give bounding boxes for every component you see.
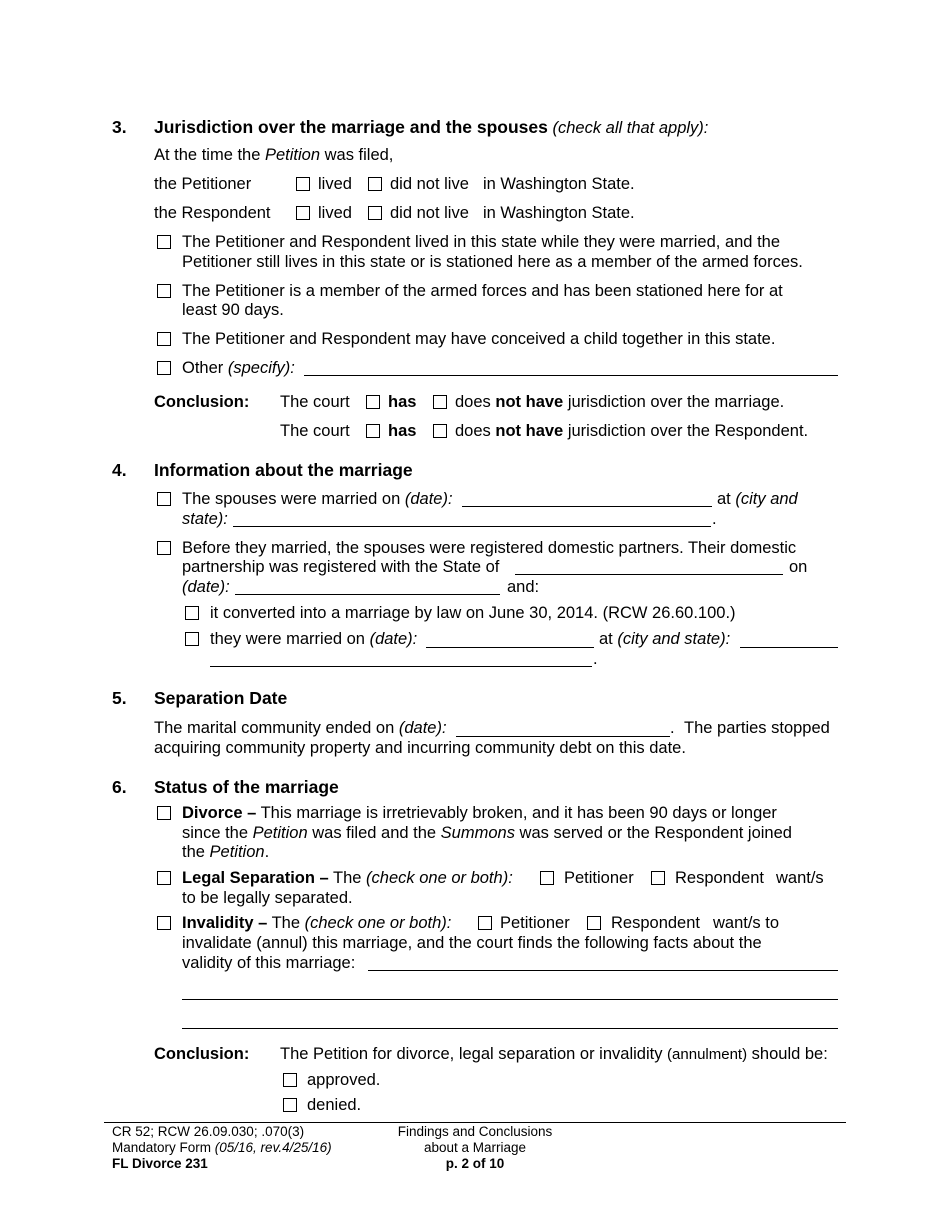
invalidity-line1: Invalidity – The (check one or both): [182, 914, 452, 932]
respondent-did-not-live-checkbox[interactable] [368, 206, 382, 220]
approved-label: approved. [307, 1071, 381, 1089]
registered-state-field[interactable] [515, 574, 783, 575]
other-checkbox[interactable] [157, 361, 171, 375]
section-3-heading [154, 117, 708, 138]
divorce-line3: the Petition. [182, 843, 270, 861]
legal-sep-respondent-checkbox[interactable] [651, 871, 665, 885]
not-have-marriage-label: does not have jurisdiction over the marriage. [455, 393, 785, 411]
armed-forces-line1: The Petitioner is a member of the armed forces and has been stationed here for at [182, 282, 783, 300]
petitioner-label: the Petitioner [154, 175, 252, 193]
court-label-2: The court [280, 422, 350, 440]
not-have-jurisdiction-respondent-checkbox[interactable] [433, 424, 447, 438]
legal-sep-respondent-label: Respondent [675, 869, 764, 887]
divorce-line2: since the Petition was filed and the Summons was served or the Respondent joined [182, 824, 792, 842]
and-label: and: [507, 578, 540, 596]
domestic-partners-checkbox[interactable] [157, 541, 171, 555]
marriage-date-field[interactable] [462, 506, 712, 507]
invalidity-facts-field-1[interactable] [368, 970, 838, 971]
on-label: on [789, 558, 808, 576]
they-married-place-field[interactable] [740, 647, 838, 648]
has-label-2: has [388, 422, 417, 440]
invalidity-respondent-label: Respondent [611, 914, 700, 932]
filed-intro: At the time the Petition was filed, [154, 146, 394, 164]
section-6-title: Status of the marriage [154, 777, 339, 797]
they-were-married-checkbox[interactable] [185, 632, 199, 646]
petitioner-in-wa: in Washington State. [483, 175, 635, 193]
section-3-title-note: (check all that apply): [552, 119, 709, 137]
registration-date-field[interactable] [235, 594, 500, 595]
separation-date-period: . [670, 719, 675, 737]
approved-checkbox[interactable] [283, 1073, 297, 1087]
petitioner-lived-checkbox[interactable] [296, 177, 310, 191]
marriage-place-label: at (city and [717, 490, 798, 508]
section-4-title: Information about the marriage [154, 460, 413, 480]
married-on-label: The spouses were married on (date): [182, 490, 453, 508]
divorce-line1: Divorce – This marriage is irretrievably broken, and it has been 90 days or longer [182, 804, 777, 822]
denied-checkbox[interactable] [283, 1098, 297, 1112]
marriage-place-period: . [712, 510, 717, 528]
invalidity-facts-field-2[interactable] [182, 999, 838, 1000]
separation-date-field[interactable] [456, 736, 670, 737]
converted-label: it converted into a marriage by law on June 30, 2014. (RCW 26.60.100.) [210, 604, 736, 622]
has-label-1: has [388, 393, 417, 411]
marriage-place-field[interactable] [233, 526, 711, 527]
community-property-label: acquiring community property and incurring community debt on this date. [154, 739, 686, 757]
denied-label: denied. [307, 1096, 362, 1114]
conceived-child-label: The Petitioner and Respondent may have conceived a child together in this state. [182, 330, 776, 348]
respondent-did-not-live-label: did not live [390, 204, 469, 222]
legal-sep-petitioner-checkbox[interactable] [540, 871, 554, 885]
footer-divider [104, 1122, 846, 1123]
other-specify-field[interactable] [304, 375, 838, 376]
section-6-conclusion-label: Conclusion: [154, 1045, 250, 1063]
parties-stopped-label: The parties stopped [684, 719, 830, 737]
other-label: Other (specify): [182, 359, 295, 377]
married-on-checkbox[interactable] [157, 492, 171, 506]
section-6-number: 6. [112, 777, 127, 797]
invalidity-checkbox[interactable] [157, 916, 171, 930]
lived-while-married-line1: The Petitioner and Respondent lived in this state while they were married, and the [182, 233, 781, 251]
invalidity-respondent-checkbox[interactable] [587, 916, 601, 930]
legal-sep-want-label: want/s [776, 869, 824, 887]
section-3-title: Jurisdiction over the marriage and the spouses [154, 117, 548, 137]
footer-doc-title-2: about a Marriage [423, 1140, 527, 1155]
divorce-checkbox[interactable] [157, 806, 171, 820]
invalidity-line3: validity of this marriage: [182, 954, 356, 972]
domestic-partners-line2: partnership was registered with the State of [182, 558, 500, 576]
separation-date-label: The marital community ended on (date): [154, 719, 447, 737]
they-married-date-field[interactable] [426, 647, 594, 648]
invalidity-petitioner-checkbox[interactable] [478, 916, 492, 930]
legal-separation-checkbox[interactable] [157, 871, 171, 885]
they-married-period: . [593, 650, 598, 668]
invalidity-facts-field-3[interactable] [182, 1028, 838, 1029]
legal-separation-line1: Legal Separation – The (check one or both): [182, 869, 513, 887]
respondent-in-wa: in Washington State. [483, 204, 635, 222]
lived-while-married-checkbox[interactable] [157, 235, 171, 249]
they-married-place-label: at (city and state): [599, 630, 731, 648]
they-married-place-field-2[interactable] [210, 666, 592, 667]
they-were-married-label: they were married on (date): [210, 630, 418, 648]
section-3-number: 3. [112, 117, 127, 137]
legal-separation-line2: to be legally separated. [182, 889, 353, 907]
not-have-jurisdiction-marriage-checkbox[interactable] [433, 395, 447, 409]
registration-date-label: (date): [182, 578, 230, 596]
has-jurisdiction-marriage-checkbox[interactable] [366, 395, 380, 409]
court-label-1: The court [280, 393, 350, 411]
footer-form-id: FL Divorce 231 [112, 1156, 208, 1171]
state-label: state): [182, 510, 228, 528]
respondent-label: the Respondent [154, 204, 271, 222]
converted-checkbox[interactable] [185, 606, 199, 620]
section-5-title: Separation Date [154, 688, 288, 708]
invalidity-want-label: want/s to [713, 914, 780, 932]
invalidity-petitioner-label: Petitioner [500, 914, 570, 932]
domestic-partners-line1: Before they married, the spouses were registered domestic partners. Their domestic [182, 539, 797, 557]
conceived-child-checkbox[interactable] [157, 332, 171, 346]
section-5-number: 5. [112, 688, 127, 708]
lived-while-married-line2: Petitioner still lives in this state or is stationed here as a member of the armed forces. [182, 253, 803, 271]
footer-citation: CR 52; RCW 26.09.030; .070(3) [112, 1124, 305, 1139]
respondent-lived-checkbox[interactable] [296, 206, 310, 220]
footer-doc-title-1: Findings and Conclusions [397, 1124, 553, 1139]
footer-form-version: Mandatory Form (05/16, rev.4/25/16) [112, 1140, 332, 1155]
section-6-conclusion-text: The Petition for divorce, legal separation or invalidity (annulment) should be: [280, 1045, 828, 1063]
armed-forces-line2: least 90 days. [182, 301, 284, 319]
section-3-conclusion-label: Conclusion: [154, 393, 250, 411]
section-4-number: 4. [112, 460, 127, 480]
not-have-respondent-label: does not have jurisdiction over the Respondent. [455, 422, 809, 440]
respondent-lived-label: lived [318, 204, 352, 222]
footer-page-number: p. 2 of 10 [445, 1156, 505, 1171]
invalidity-line2: invalidate (annul) this marriage, and the court finds the following facts about the [182, 934, 762, 952]
legal-sep-petitioner-label: Petitioner [564, 869, 634, 887]
petitioner-did-not-live-checkbox[interactable] [368, 177, 382, 191]
petitioner-lived-label: lived [318, 175, 352, 193]
armed-forces-checkbox[interactable] [157, 284, 171, 298]
has-jurisdiction-respondent-checkbox[interactable] [366, 424, 380, 438]
petitioner-did-not-live-label: did not live [390, 175, 469, 193]
